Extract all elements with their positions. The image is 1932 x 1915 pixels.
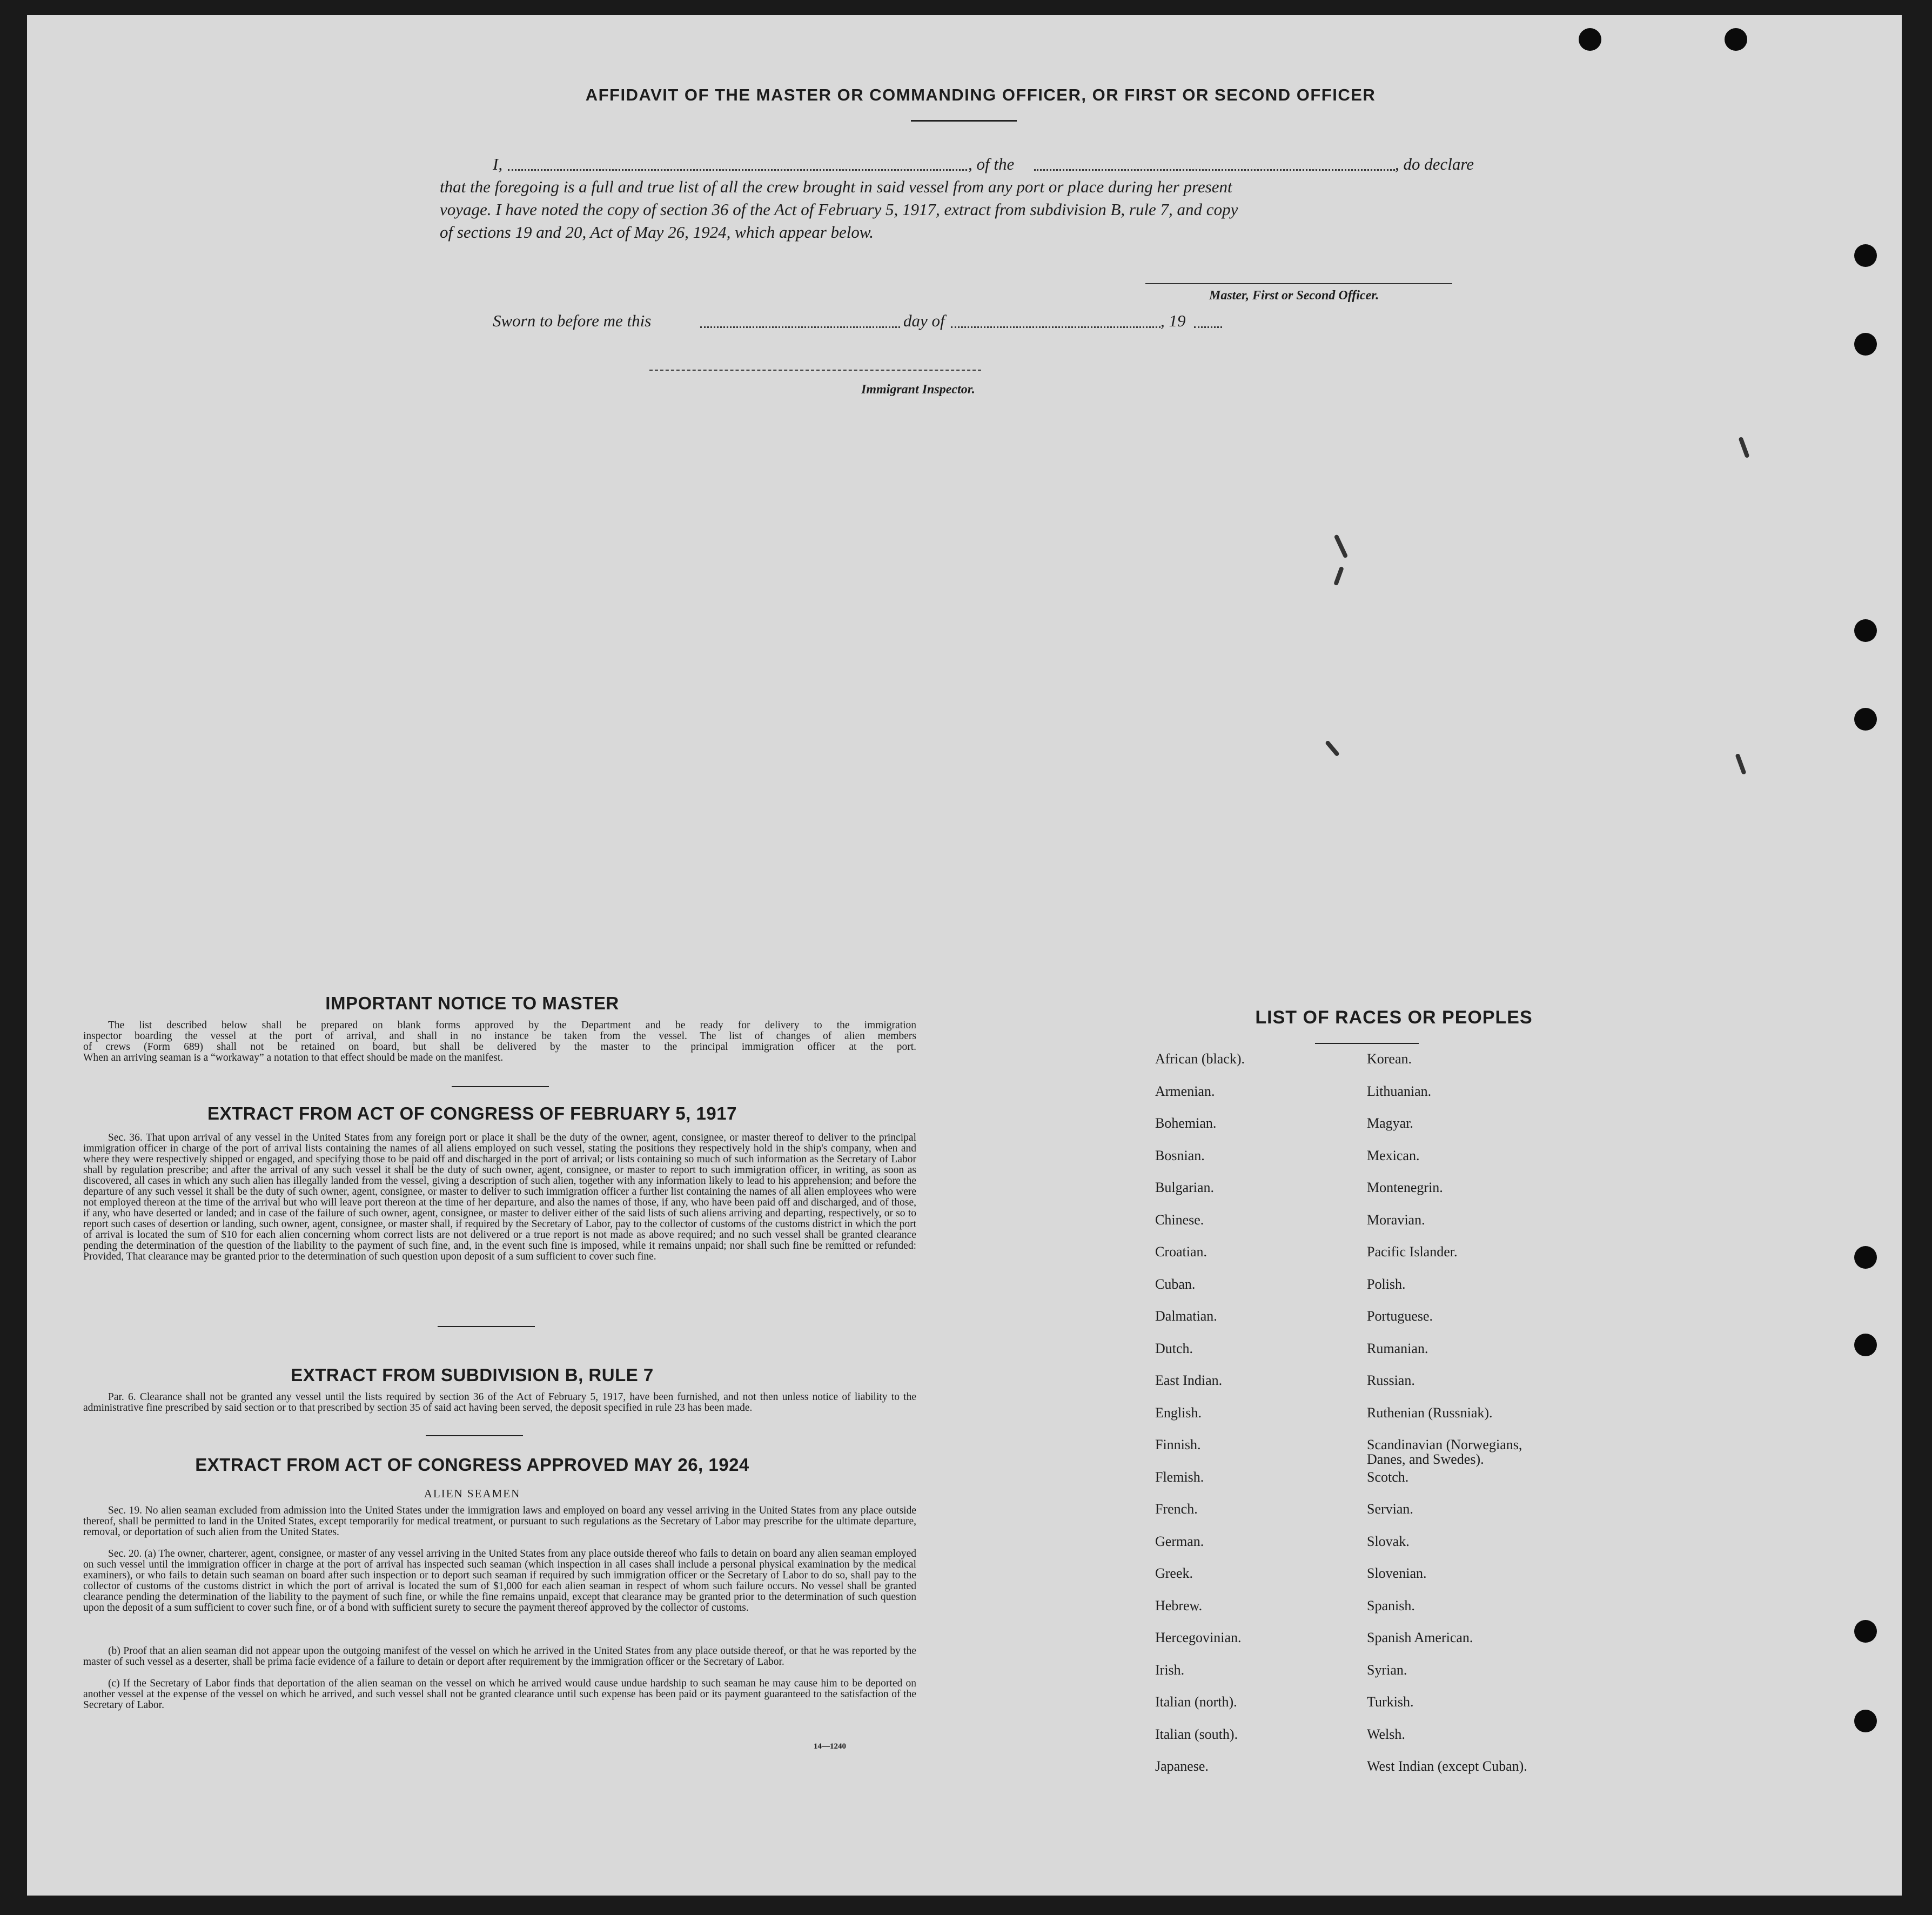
name-field-line[interactable] <box>508 169 967 171</box>
i-label: I, <box>493 155 503 173</box>
notice-line-3: of crews (Form 689) shall not be retained on board, but shall be delivered by the master to the principal immigration officer at the port. <box>83 1041 916 1053</box>
extract-1924-sec19: Sec. 19. No alien seaman excluded from admission into the United States under the immigration laws and employed on board any vessel arriving in the United States from any place outside thereof, shall be permitted to land in the United States, except temporarily for medical treatment, or pursuant to such regulations as the Secretary of Labor may prescribe for the ultimate departure, removal, or deportation of such alien from the United States. <box>83 1505 916 1538</box>
race-item: Croatian. <box>1155 1244 1208 1260</box>
notice-line-2: inspector boarding the vessel at the port of arrival, and shall in no instance be taken from the vessel. The list of changes of alien members <box>83 1030 916 1042</box>
notice-line-1: The list described below shall be prepared on blank forms approved by the Department and be ready for delivery to the immigration <box>108 1020 916 1031</box>
race-item: Cuban. <box>1155 1276 1196 1292</box>
race-item: Bosnian. <box>1155 1147 1205 1163</box>
section-divider <box>426 1435 523 1436</box>
race-item: Greek. <box>1155 1565 1193 1581</box>
ink-mark <box>1325 740 1340 756</box>
race-item: Dalmatian. <box>1155 1308 1217 1324</box>
race-item: Syrian. <box>1367 1662 1407 1678</box>
race-item: Bulgarian. <box>1155 1180 1215 1195</box>
race-item: Flemish. <box>1155 1469 1204 1485</box>
race-item: German. <box>1155 1533 1204 1549</box>
master-signature-line[interactable] <box>1145 283 1452 284</box>
race-item: Lithuanian. <box>1367 1083 1432 1099</box>
race-item: Italian (north). <box>1155 1694 1237 1710</box>
sworn-year-line[interactable] <box>1194 326 1222 328</box>
extract-1917-text: Sec. 36. That upon arrival of any vessel in the United States from any foreign port or place it shall be the duty of the owner, agent, consignee, or master thereof to deliver to the principal immigration officer in charge of the port of arrival lists containing the names of all aliens employed on such vessel, stating the positions they respectively hold in the ship's company, when and where they were respectively shipped or engaged, and specifying those to be paid off and discharged in the port of arrival; or lists containing so much of such information as the Secretary of Labor shall by regulation prescribe; and after the arrival of any such vessel it shall be the duty of such owner, agent, consignee, or master to report to such immigration officer, in writing, as soon as discovered, all cases in which any such alien has illegally landed from the vessel, giving a description of such alien, together with any information likely to lead to his apprehension; and before the departure of any such vessel it shall be the duty of such owner, agent, consignee, or master to deliver to such immigration officer a further list containing the names of all alien employees who were not employed thereon at the time of the arrival but who will leave port thereon at the time of her departure, and also the names of those, if any, who have been paid off and discharged, and of those, if any, who have deserted or landed; and in case of the failure of such owner, agent, consignee, or master to deliver either of the said lists of such aliens arriving and departing, respectively, or so to report such cases of desertion or landing, such owner, agent, consignee, or master shall, if required by the Secretary of Labor, pay to the collector of customs of the customs district in which the port of arrival is located the sum of $10 for each alien concerning whom correct lists are not delivered or a true report is not made as above required; and no such vessel shall be granted clearance pending the determination of the question of the liability to the payment of such fine, and, in the event such fine is imposed, while it remains unpaid; nor shall such fine be remitted or refunded: Provided, That clearance may be granted prior to the determination of such question upon deposit of a sum sufficient to cover such fine. <box>83 1132 916 1262</box>
extract-rule7-title: EXTRACT FROM SUBDIVISION B, RULE 7 <box>291 1365 654 1385</box>
extract-1924-title: EXTRACT FROM ACT OF CONGRESS APPROVED MAY 26, 1924 <box>195 1455 749 1475</box>
race-item: Rumanian. <box>1367 1340 1428 1356</box>
punch-hole <box>1854 708 1877 731</box>
master-signature-label: Master, First or Second Officer. <box>1209 289 1379 303</box>
race-item: Hercegovinian. <box>1155 1630 1242 1645</box>
race-item: Scandinavian (Norwegians, Danes, and Swedes). <box>1367 1437 1522 1467</box>
declaration-line-1: that the foregoing is a full and true list of all the crew brought in said vessel from any port or place during her present <box>440 177 1232 196</box>
form-number: 14—1240 <box>814 1742 846 1751</box>
sworn-day-line[interactable] <box>700 326 900 328</box>
race-item: Portuguese. <box>1367 1308 1433 1324</box>
race-item: East Indian. <box>1155 1372 1223 1388</box>
section-divider <box>452 1086 549 1087</box>
race-item: Korean. <box>1367 1051 1412 1067</box>
race-item: Japanese. <box>1155 1758 1209 1774</box>
punch-hole <box>1854 1620 1877 1643</box>
race-item: Scotch. <box>1367 1469 1409 1485</box>
notice-line-4: When an arriving seaman is a “workaway” a notation to that effect should be made on the manifest. <box>83 1052 504 1063</box>
inspector-label: Immigrant Inspector. <box>861 383 975 397</box>
race-item: Polish. <box>1367 1276 1406 1292</box>
race-item: Turkish. <box>1367 1694 1414 1710</box>
race-item: Slovak. <box>1367 1533 1410 1549</box>
extract-1924-sec20a: Sec. 20. (a) The owner, charterer, agent, consignee, or master of any vessel arriving in the United States from any place outside thereof who fails to detain on board any alien seaman employed on such vessel until the immigration officer in charge at the port of arrival has inspected such seaman (which inspection in all cases shall include a personal physical examination by the medical examiners), or who fails to detain such seaman on board after such inspection or to deport such seaman if required by such immigration officer or the Secretary of Labor to do so, shall pay to the collector of customs of the customs district in which the port of arrival is located the sum of $1,000 for each alien seaman in respect of whom such failure occurs. No vessel shall be granted clearance pending the determination of the liability to the payment of such fine, or while the fine remains unpaid, except that clearance may be granted prior to the determination of such question upon the deposit of a sum sufficient to cover such fine, or of a bond with sufficient surety to secure the payment thereof approved by the collector of customs. <box>83 1548 916 1613</box>
race-item: Irish. <box>1155 1662 1185 1678</box>
punch-hole <box>1854 1710 1877 1732</box>
extract-1917-title: EXTRACT FROM ACT OF CONGRESS OF FEBRUARY 5, 1917 <box>207 1103 737 1123</box>
punch-hole <box>1854 619 1877 642</box>
race-item: Slovenian. <box>1367 1565 1427 1581</box>
race-item: English. <box>1155 1404 1202 1421</box>
alien-seamen-subtitle: ALIEN SEAMEN <box>424 1487 521 1500</box>
day-of-label: day of <box>903 311 945 330</box>
section-divider <box>438 1326 535 1327</box>
race-item: Chinese. <box>1155 1211 1204 1228</box>
ink-mark <box>1735 753 1746 775</box>
race-item: Finnish. <box>1155 1437 1201 1452</box>
race-item: Mexican. <box>1367 1147 1420 1163</box>
punch-hole <box>1579 28 1601 51</box>
affidavit-title: AFFIDAVIT OF THE MASTER OR COMMANDING OFFICER, OR FIRST OR SECOND OFFICER <box>585 85 1376 104</box>
race-item: Bohemian. <box>1155 1115 1217 1131</box>
race-item: Servian. <box>1367 1501 1413 1517</box>
do-declare-label: , do declare <box>1395 155 1474 173</box>
races-divider <box>1315 1043 1419 1044</box>
punch-hole <box>1725 28 1747 51</box>
ink-mark <box>1738 437 1749 458</box>
race-item: Pacific Islander. <box>1367 1244 1458 1260</box>
year-label: , 19 <box>1160 311 1186 330</box>
punch-hole <box>1854 333 1877 356</box>
race-item: Spanish American. <box>1367 1630 1473 1645</box>
extract-1924-sec20c: (c) If the Secretary of Labor finds that deportation of the alien seaman on the vessel on which he arrived would cause undue hardship to such seaman he may cause him to be deported on another vessel at the expense of the vessel on which he arrived, and such vessel shall not be granted clearance until such expense has been paid or its payment guaranteed to the satisfaction of the Secretary of Labor. <box>83 1678 916 1711</box>
race-item: Moravian. <box>1367 1211 1425 1228</box>
ink-mark <box>1333 566 1344 586</box>
punch-hole <box>1854 1246 1877 1269</box>
form-page <box>27 15 1902 1896</box>
punch-hole <box>1854 244 1877 267</box>
race-item: Russian. <box>1367 1372 1415 1388</box>
title-divider <box>911 120 1017 122</box>
race-item: French. <box>1155 1501 1198 1517</box>
races-title: LIST OF RACES OR PEOPLES <box>1255 1007 1533 1028</box>
punch-hole <box>1854 1334 1877 1356</box>
extract-1924-sec20b: (b) Proof that an alien seaman did not appear upon the outgoing manifest of the vessel on which he arrived in the United States from any place outside thereof, or that he was reported by the master of such vessel as a deserter, shall be prima facie evidence of a failure to detain or deport after requirement by the immigration officer or the Secretary of Labor. <box>83 1645 916 1668</box>
vessel-field-line[interactable] <box>1034 169 1395 171</box>
of-the-label: , of the <box>968 155 1015 173</box>
declaration-line-3: of sections 19 and 20, Act of May 26, 1924, which appear below. <box>440 223 874 242</box>
race-item: Armenian. <box>1155 1083 1215 1099</box>
race-item: Dutch. <box>1155 1340 1193 1356</box>
ink-mark <box>1334 534 1349 558</box>
race-item: West Indian (except Cuban). <box>1367 1758 1527 1774</box>
inspector-signature-line[interactable] <box>649 370 981 371</box>
declaration-line-2: voyage. I have noted the copy of section 36 of the Act of February 5, 1917, extract from subdivision B, rule 7, and copy <box>440 200 1238 219</box>
race-item: Welsh. <box>1367 1726 1405 1742</box>
race-item: Spanish. <box>1367 1597 1415 1613</box>
race-item: African (black). <box>1155 1051 1245 1067</box>
race-item: Montenegrin. <box>1367 1180 1443 1195</box>
extract-rule7-text: Par. 6. Clearance shall not be granted any vessel until the lists required by section 36 of the Act of February 5, 1917, have been furnished, and not then unless notice of liability to the administrative fine prescribed by said section or to that prescribed by section 35 of said act having been served, the deposit specified in rule 23 has been made. <box>83 1391 916 1414</box>
race-item: Italian (south). <box>1155 1726 1238 1742</box>
race-item: Magyar. <box>1367 1115 1413 1131</box>
race-item: Hebrew. <box>1155 1597 1203 1613</box>
sworn-month-line[interactable] <box>951 326 1160 328</box>
sworn-label: Sworn to before me this <box>493 311 652 330</box>
notice-title: IMPORTANT NOTICE TO MASTER <box>325 993 619 1013</box>
race-item: Ruthenian (Russniak). <box>1367 1404 1493 1421</box>
